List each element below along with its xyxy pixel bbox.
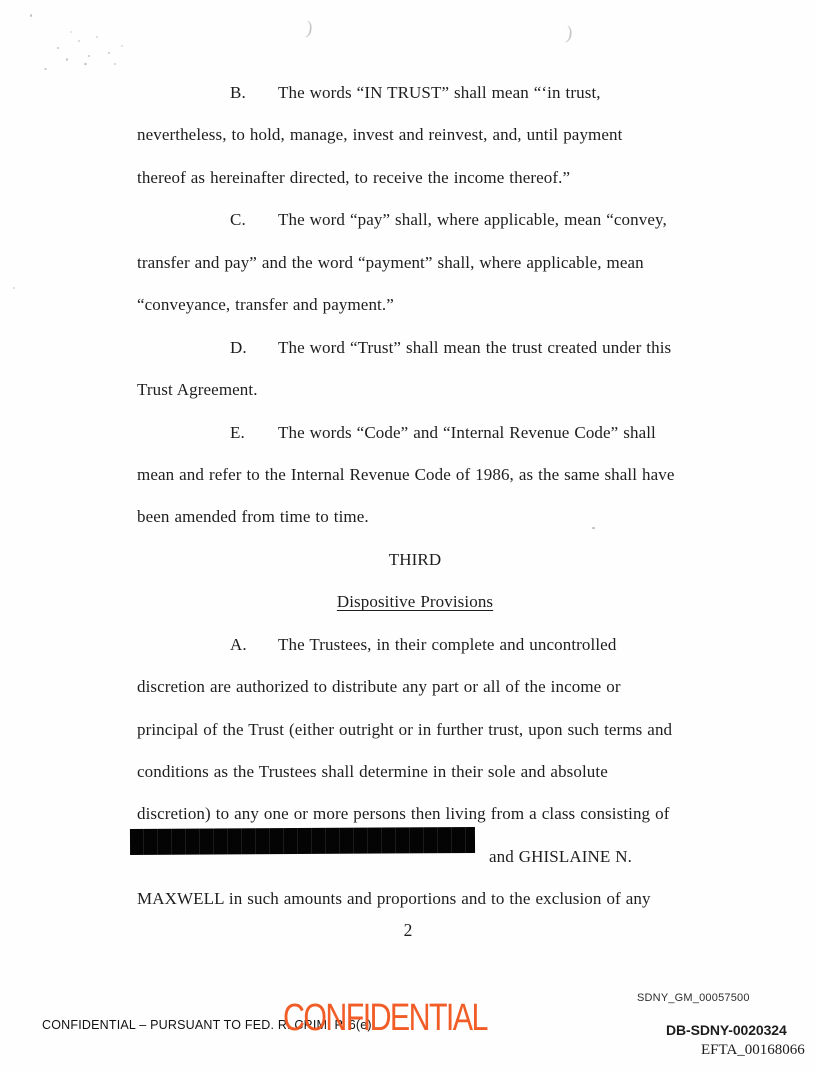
document-line — [137, 72, 693, 114]
document-text: “conveyance, transfer and payment.” — [137, 295, 394, 315]
document-text: The word “pay” shall, where applicable, mean “convey, — [278, 210, 667, 230]
paragraph-label: B. — [230, 83, 246, 102]
document-line — [137, 284, 693, 326]
paragraph-label: A. — [230, 634, 247, 654]
page-number: 2 — [403, 920, 413, 940]
scan-artifact-curl-right: ) — [564, 22, 574, 45]
scan-speck — [88, 55, 90, 57]
scan-speck — [13, 287, 15, 289]
document-line — [137, 369, 693, 411]
document-line — [137, 751, 693, 793]
document-lines — [137, 72, 693, 921]
document-line — [137, 157, 693, 199]
document-line — [137, 666, 693, 708]
document-text: The word “Trust” shall mean the trust created under this — [278, 337, 672, 357]
paragraph-label: E. — [230, 422, 245, 442]
scan-speck — [114, 63, 116, 65]
document-line — [137, 114, 693, 156]
document-line — [137, 412, 693, 454]
document-line — [137, 242, 693, 284]
scan-speck — [108, 52, 110, 54]
document-line — [137, 581, 693, 623]
document-text: conditions as the Trustees shall determine in their sole and absolute — [137, 762, 608, 781]
redaction-bar — [130, 827, 475, 855]
paragraph-label: D. — [230, 337, 247, 357]
document-line — [137, 836, 693, 878]
confidential-stamp: CONFIDENTIAL — [283, 997, 487, 1039]
paragraph-label: C. — [230, 210, 246, 230]
document-line — [137, 454, 693, 496]
document-text: mean and refer to the Internal Revenue Code of 1986, as the same shall have — [137, 464, 675, 484]
document-text: Trust Agreement. — [137, 380, 258, 400]
document-text: THIRD — [388, 549, 442, 569]
document-line — [137, 878, 693, 920]
document-line — [137, 496, 693, 538]
document-text: The Trustees, in their complete and uncontrolled — [278, 634, 617, 654]
document-text: nevertheless, to hold, manage, invest and reinvest, and, until payment — [137, 125, 623, 145]
scan-speck — [66, 58, 68, 61]
scan-speck — [84, 63, 87, 65]
document-text: The words “Code” and “Internal Revenue Code” shall — [278, 422, 656, 442]
scan-speck — [78, 40, 80, 42]
bates-number-efta: EFTA_00168066 — [701, 1042, 805, 1058]
bates-number-sdny-gm: SDNY_GM_00057500 — [637, 992, 750, 1004]
document-text: been amended from time to time. — [137, 507, 369, 527]
scan-speck — [121, 45, 123, 47]
document-text: discretion are authorized to distribute any part or all of the income or — [137, 677, 621, 697]
scan-speck — [57, 47, 59, 49]
document-text: transfer and pay” and the word “payment” shall, where applicable, mean — [137, 252, 644, 272]
bates-number-db-sdny: DB-SDNY-0020324 — [666, 1022, 787, 1038]
document-text: MAXWELL in such amounts and proportions and to the exclusion of any — [137, 889, 651, 909]
scan-artifact-curl-left: ) — [304, 17, 314, 40]
document-text: and GHISLAINE N. — [489, 846, 633, 866]
document-text: Dispositive Provisions — [336, 592, 494, 612]
document-line — [137, 709, 693, 751]
document-line — [137, 624, 693, 666]
document-text: principal of the Trust (either outright or in further trust, upon such terms and — [137, 719, 673, 739]
document-text: thereof as hereinafter directed, to receive the income thereof.” — [137, 167, 571, 187]
scan-speck — [96, 36, 98, 38]
document-text: discretion) to any one or more persons then living from a class consisting of — [137, 804, 670, 824]
document-line — [137, 199, 693, 241]
scan-speck — [70, 31, 72, 33]
footer-confidential-rule-line: CONFIDENTIAL – PURSUANT TO FED. R. CRIM. P. 6(e) — [42, 1018, 372, 1032]
scan-speck — [44, 68, 47, 70]
scan-speck — [30, 14, 32, 17]
document-line — [137, 539, 693, 581]
document-line — [137, 327, 693, 369]
document-text: The words “IN TRUST” shall mean “‘in trust, — [278, 83, 601, 102]
